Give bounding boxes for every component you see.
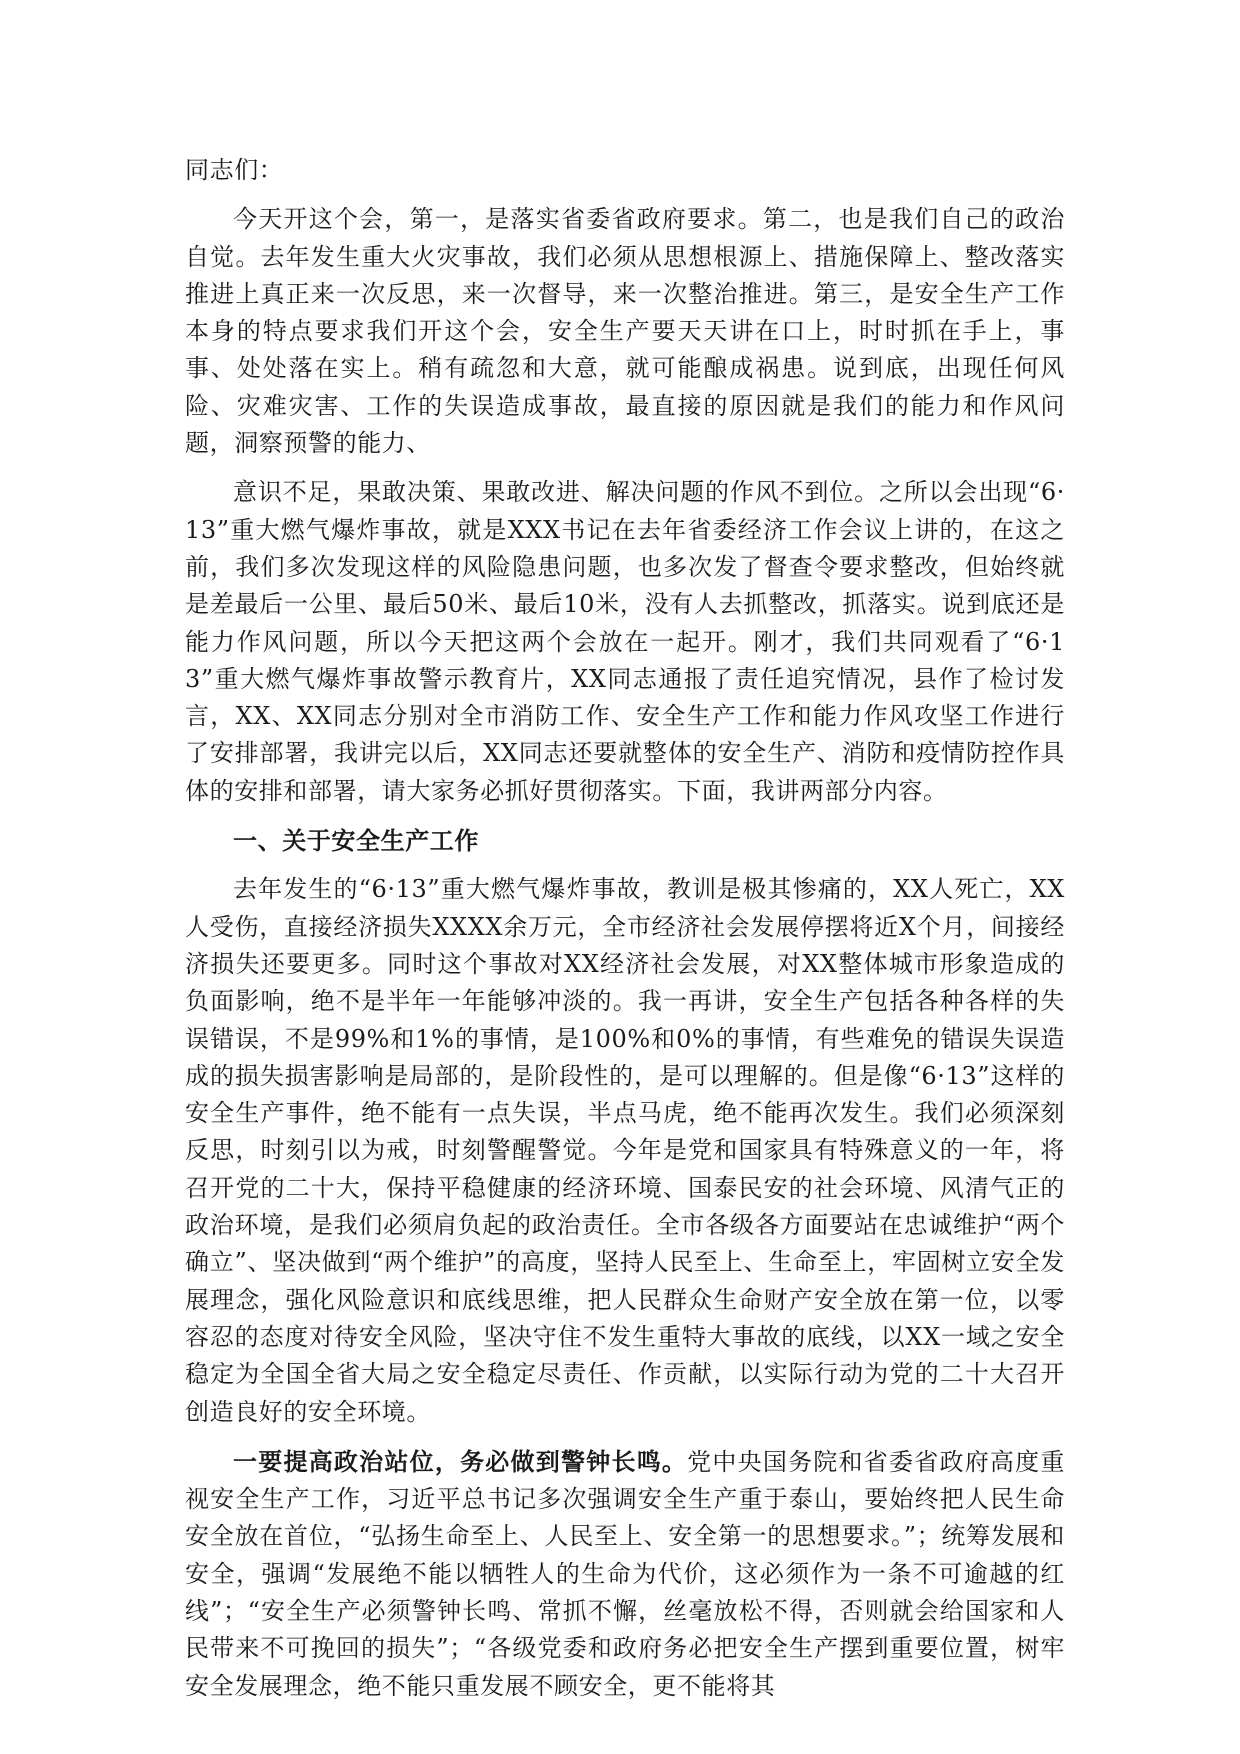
paragraph-4	[185, 1443, 1065, 1705]
paragraph-4-body: 党中央国务院和省委省政府高度重视安全生产工作，习近平总书记多次强调安全生产重于泰山，要始终把人民生命安全放在首位，“弘扬生命至上、人民至上、安全第一的思想要求。”；统筹发展和安全，强调“发展绝不能以牺牲人的生命为代价，这必须作为一条不可逾越的红线”；“安全生产必须警钟长鸣、常抓不懈，丝毫放松不得，否则就会给国家和人民带来不可挽回的损失”；“各级党委和政府务必把安全生产摆到重要位置，树牢安全发展理念，绝不能只重发展不顾安全，更不能将其	[185, 1447, 1065, 1700]
paragraph-4-lead: 一要提高政治站位，务必做到警钟长鸣。	[233, 1446, 688, 1476]
salutation: 同志们：	[185, 156, 284, 184]
paragraph-2: 意识不足，果敢决策、果敢改进、解决问题的作风不到位。之所以会出现“6·13”重大燃气爆炸事故，就是XXX书记在去年省委经济工作会议上讲的，在这之前，我们多次发现这样的风险隐患问题，也多次发了督查令要求整改，但始终就是差最后一公里、最后50米、最后10米，没有人去抓整改，抓落实。说到底还是能力作风问题，所以今天把这两个会放在一起开。刚才，我们共同观看了“6·13”重大燃气爆炸事故警示教育片，XX同志通报了责任追究情况，县作了检讨发言，XX、XX同志分别对全市消防工作、安全生产工作和能力作风攻坚工作进行了安排部署，我讲完以后，XX同志还要就整体的安全生产、消防和疫情防控作具体的安排和部署，请大家务必抓好贯彻落实。下面，我讲两部分内容。	[185, 478, 1065, 805]
section-heading-1: 一、关于安全生产工作	[233, 826, 479, 856]
paragraph-1: 今天开这个会，第一，是落实省委省政府要求。第二，也是我们自己的政治自觉。去年发生重大火灾事故，我们必须从思想根源上、措施保障上、整改落实推进上真正来一次反思，来一次督导，来一次整治推进。第三，是安全生产工作本身的特点要求我们开这个会，安全生产要天天讲在口上，时时抓在手上，事事、处处落在实上。稍有疏忽和大意，就可能酿成祸患。说到底，出现任何风险、灾难灾害、工作的失误造成事故，最直接的原因就是我们的能力和作风问题，洞察预警的能力、	[185, 205, 1065, 458]
document-body	[185, 152, 1065, 1717]
paragraph-3: 去年发生的“6·13”重大燃气爆炸事故，教训是极其惨痛的，XX人死亡，XX人受伤，直接经济损失XXXX余万元，全市经济社会发展停摆将近X个月，间接经济损失还要更多。同时这个事故对XX经济社会发展，对XX整体城市形象造成的负面影响，绝不是半年一年能够冲淡的。我一再讲，安全生产包括各种各样的失误错误，不是99%和1%的事情，是100%和0%的事情，有些难免的错误失误造成的损失损害影响是局部的，是阶段性的，是可以理解的。但是像“6·13”这样的安全生产事件，绝不能有一点失误，半点马虎，绝不能再次发生。我们必须深刻反思，时刻引以为戒，时刻警醒警觉。今年是党和国家具有特殊意义的一年，将召开党的二十大，保持平稳健康的经济环境、国泰民安的社会环境、风清气正的政治环境，是我们必须肩负起的政治责任。全市各级各方面要站在忠诚维护“两个确立”、坚决做到“两个维护”的高度，坚持人民至上、生命至上，牢固树立安全发展理念，强化风险意识和底线思维，把人民群众生命财产安全放在第一位，以零容忍的态度对待安全风险，坚决守住不发生重特大事故的底线，以XX一域之安全稳定为全国全省大局之安全稳定尽责任、作贡献，以实际行动为党的二十大召开创造良好的安全环境。	[185, 875, 1065, 1426]
